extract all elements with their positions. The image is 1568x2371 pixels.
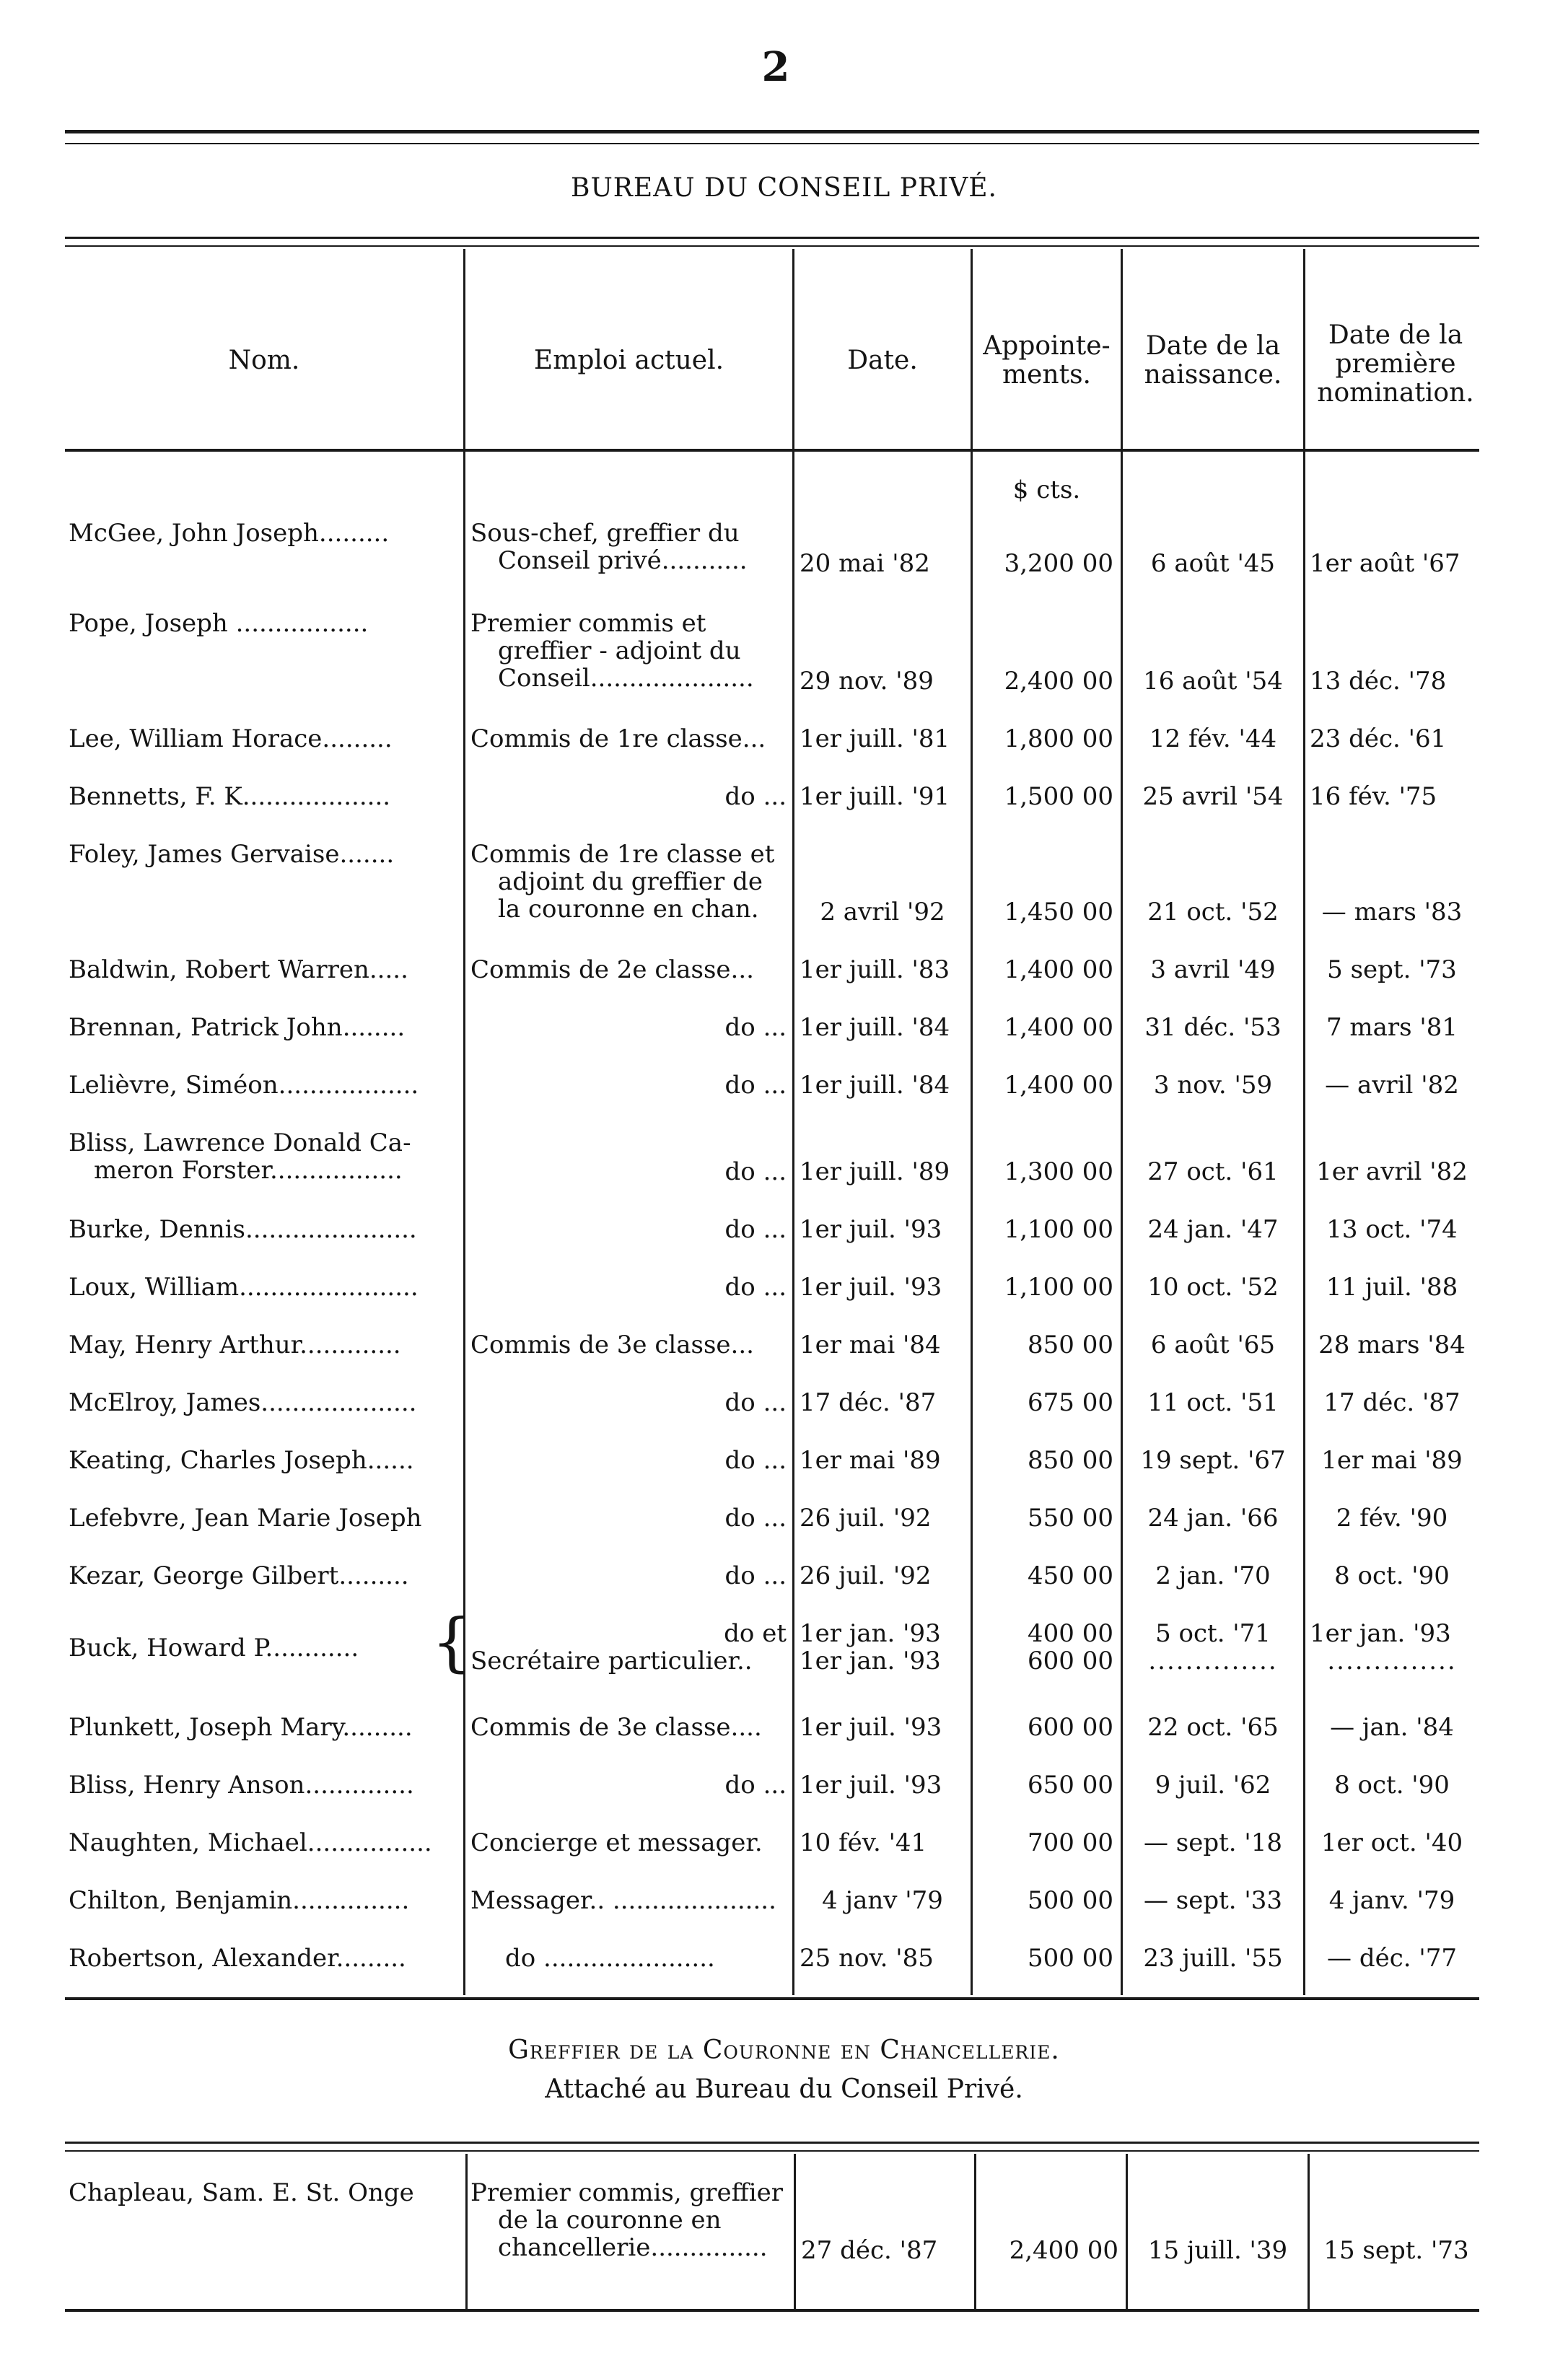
row-appointements-second: 600 00 — [1028, 1647, 1113, 1675]
row-emploi: do ... — [724, 1273, 787, 1302]
row-emploi: do ... — [724, 1215, 787, 1244]
row-nom: McElroy, James.................... — [69, 1388, 417, 1417]
column-divider — [463, 249, 465, 1995]
row-date: 10 fév. '41 — [800, 1828, 927, 1857]
row-naissance: 23 juill. '55 — [1143, 1944, 1283, 1973]
row-nom: Foley, James Gervaise....... — [69, 840, 395, 869]
row-appointements: 500 00 — [1028, 1944, 1113, 1973]
row-appointements: 400 00 — [1028, 1619, 1113, 1648]
page-title: BUREAU DU CONSEIL PRIVÉ. — [571, 173, 997, 203]
row-appointements: 600 00 — [1028, 1713, 1113, 1742]
row-date: 26 juil. '92 — [800, 1504, 932, 1533]
row-nom: McGee, John Joseph......... — [69, 519, 390, 548]
row-emploi: do ... — [724, 1446, 787, 1475]
row-appointements: 700 00 — [1028, 1828, 1113, 1857]
page-number: 2 — [761, 43, 790, 91]
row-naissance: 9 juil. '62 — [1155, 1771, 1271, 1800]
row-date: 29 nov. '89 — [800, 667, 934, 696]
row-naissance: 10 oct. '52 — [1147, 1273, 1279, 1302]
header-rule — [65, 237, 1479, 239]
column-header-appointements: Appointe-ments. — [983, 331, 1111, 390]
column-divider — [794, 2154, 796, 2309]
row-naissance: 24 jan. '66 — [1147, 1504, 1279, 1533]
chapleau-emploi: chancellerie............... — [498, 2233, 768, 2262]
row-nomination: 5 sept. '73 — [1327, 955, 1457, 984]
row-appointements: 2,400 00 — [1004, 667, 1113, 696]
row-naissance: 11 oct. '51 — [1147, 1388, 1279, 1417]
chapleau-naissance: 15 juill. '39 — [1147, 2236, 1288, 2265]
row-date: 26 juil. '92 — [800, 1561, 932, 1590]
row-nom: Robertson, Alexander......... — [69, 1944, 406, 1973]
column-divider — [1308, 2154, 1310, 2309]
row-appointements: 1,400 00 — [1004, 1071, 1113, 1100]
row-nomination: 8 oct. '90 — [1334, 1561, 1450, 1590]
row-emploi: la couronne en chan. — [498, 895, 759, 924]
row-naissance: 6 août '65 — [1150, 1331, 1276, 1359]
row-emploi: do ... — [724, 1504, 787, 1533]
row-nom: Lefebvre, Jean Marie Joseph — [69, 1504, 422, 1533]
row-nom: Buck, Howard P............ — [69, 1634, 359, 1662]
row-nom: Bliss, Lawrence Donald Ca- — [69, 1128, 411, 1157]
row-naissance: — sept. '33 — [1143, 1886, 1283, 1915]
section-title: Greffier de la Couronne en Chancellerie. — [508, 2035, 1060, 2065]
row-naissance: 5 oct. '71 — [1155, 1619, 1271, 1648]
chapleau-appointements: 2,400 00 — [1009, 2236, 1118, 2265]
row-appointements: 675 00 — [1028, 1388, 1113, 1417]
dotted-filler: .............. — [1148, 1647, 1278, 1675]
row-appointements: 1,500 00 — [1004, 782, 1113, 811]
row-nom: Bliss, Henry Anson.............. — [69, 1771, 414, 1800]
row-naissance: 22 oct. '65 — [1147, 1713, 1279, 1742]
row-nomination: 1er août '67 — [1310, 549, 1460, 578]
row-date: 1er mai '89 — [800, 1446, 941, 1475]
row-emploi: do et — [724, 1619, 787, 1648]
row-nom: Baldwin, Robert Warren..... — [69, 955, 408, 984]
row-emploi: Commis de 1re classe et — [470, 840, 775, 869]
header-bottom-rule — [65, 449, 1479, 452]
column-divider — [974, 2154, 976, 2309]
row-emploi: Commis de 1re classe... — [470, 724, 766, 753]
row-appointements: 1,450 00 — [1004, 898, 1113, 926]
row-nomination: — jan. '84 — [1330, 1713, 1454, 1742]
row-emploi: Commis de 3e classe.... — [470, 1713, 762, 1742]
row-appointements: 1,100 00 — [1004, 1273, 1113, 1302]
row-date: 1er jan. '93 — [800, 1619, 941, 1648]
row-nomination: 1er avril '82 — [1316, 1157, 1468, 1186]
row-emploi: do ... — [724, 1771, 787, 1800]
row-emploi: Conseil..................... — [498, 664, 754, 693]
row-emploi: Commis de 2e classe... — [470, 955, 754, 984]
row-appointements: 450 00 — [1028, 1561, 1113, 1590]
chapleau-nom: Chapleau, Sam. E. St. Onge — [69, 2178, 414, 2207]
column-header-emploi: Emploi actuel. — [533, 346, 724, 375]
row-emploi: adjoint du greffier de — [498, 867, 763, 896]
row-naissance: 2 jan. '70 — [1155, 1561, 1271, 1590]
brace-symbol: { — [432, 1605, 472, 1679]
row-nomination: 1er mai '89 — [1321, 1446, 1463, 1475]
row-nomination: 1er jan. '93 — [1310, 1619, 1451, 1648]
row-nomination: 13 déc. '78 — [1310, 667, 1447, 696]
row-nomination: — déc. '77 — [1327, 1944, 1457, 1973]
row-naissance: 21 oct. '52 — [1147, 898, 1279, 926]
row-nom: Plunkett, Joseph Mary......... — [69, 1713, 413, 1742]
column-header-nomination: Date de la première nomination. — [1317, 320, 1474, 408]
row-emploi: do ... — [724, 1071, 787, 1100]
row-emploi: Sous-chef, greffier du — [470, 519, 740, 548]
column-header-naissance: Date de la naissance. — [1144, 331, 1282, 390]
row-nom: Kezar, George Gilbert......... — [69, 1561, 409, 1590]
column-divider — [792, 249, 794, 1995]
section-rule — [65, 2142, 1479, 2144]
row-emploi: do ...................... — [505, 1944, 715, 1973]
row-nom: Lelièvre, Siméon.................. — [69, 1071, 419, 1100]
row-nomination: 4 janv. '79 — [1328, 1886, 1455, 1915]
top-rule — [65, 130, 1479, 133]
section-bottom-rule — [65, 2309, 1479, 2312]
row-naissance: 31 déc. '53 — [1144, 1013, 1282, 1042]
row-naissance: 19 sept. '67 — [1140, 1446, 1286, 1475]
row-naissance: 3 nov. '59 — [1153, 1071, 1273, 1100]
row-date: 1er juill. '84 — [800, 1071, 950, 1100]
chapleau-date: 27 déc. '87 — [801, 2236, 938, 2265]
row-date: 1er mai '84 — [800, 1331, 941, 1359]
row-emploi: do ... — [724, 1388, 787, 1417]
row-appointements: 850 00 — [1028, 1331, 1113, 1359]
top-rule-thin — [65, 143, 1479, 144]
dotted-filler: .............. — [1327, 1647, 1457, 1675]
row-emploi: Concierge et messager. — [470, 1828, 763, 1857]
row-nomination: 23 déc. '61 — [1310, 724, 1447, 753]
row-date: 1er juil. '93 — [800, 1215, 942, 1244]
row-naissance: 16 août '54 — [1143, 667, 1283, 696]
row-emploi: do ... — [724, 1157, 787, 1186]
row-emploi: Conseil privé........... — [498, 546, 748, 575]
column-header-nom: Nom. — [228, 346, 300, 375]
row-nom: Brennan, Patrick John........ — [69, 1013, 406, 1042]
row-emploi: greffier - adjoint du — [498, 636, 741, 665]
row-date: 1er juill. '83 — [800, 955, 950, 984]
row-date: 1er juill. '84 — [800, 1013, 950, 1042]
row-emploi: Premier commis et — [470, 609, 706, 638]
row-nom: Loux, William....................... — [69, 1273, 419, 1302]
row-nomination: 7 mars '81 — [1326, 1013, 1458, 1042]
row-nom: Chilton, Benjamin............... — [69, 1886, 410, 1915]
row-naissance: 6 août '45 — [1150, 549, 1276, 578]
row-nomination: 2 fév. '90 — [1336, 1504, 1448, 1533]
row-appointements: 3,200 00 — [1004, 549, 1113, 578]
row-date-second: 1er jan. '93 — [800, 1647, 941, 1675]
row-date: 4 janv '79 — [822, 1886, 943, 1915]
chapleau-emploi: de la couronne en — [498, 2206, 722, 2235]
section-subtitle: Attaché au Bureau du Conseil Privé. — [545, 2074, 1023, 2104]
row-emploi: Secrétaire particulier.. — [470, 1647, 753, 1675]
row-appointements: 1,300 00 — [1004, 1157, 1113, 1186]
section-rule-thin — [65, 2150, 1479, 2152]
column-header-date: Date. — [847, 346, 918, 375]
row-nom: Keating, Charles Joseph...... — [69, 1446, 414, 1475]
row-nom: Burke, Dennis...................... — [69, 1215, 417, 1244]
row-nom: Pope, Joseph ................. — [69, 609, 369, 638]
row-date: 1er juill. '89 — [800, 1157, 950, 1186]
row-date: 25 nov. '85 — [800, 1944, 934, 1973]
row-nomination: 13 oct. '74 — [1326, 1215, 1458, 1244]
row-nomination: 17 déc. '87 — [1323, 1388, 1460, 1417]
row-emploi: do ... — [724, 782, 787, 811]
row-appointements: 650 00 — [1028, 1771, 1113, 1800]
column-divider — [465, 2154, 468, 2309]
row-date: 1er juill. '81 — [800, 724, 950, 753]
row-emploi: do ... — [724, 1013, 787, 1042]
row-nomination: 1er oct. '40 — [1320, 1828, 1463, 1857]
row-nomination: 11 juil. '88 — [1326, 1273, 1458, 1302]
row-naissance: 24 jan. '47 — [1147, 1215, 1279, 1244]
row-nomination: — avril '82 — [1325, 1071, 1459, 1100]
row-nom: Bennetts, F. K................... — [69, 782, 391, 811]
row-appointements: 500 00 — [1028, 1886, 1113, 1915]
row-emploi: Commis de 3e classe... — [470, 1331, 754, 1359]
row-naissance: 27 oct. '61 — [1147, 1157, 1279, 1186]
row-nom-continued: meron Forster................. — [94, 1156, 403, 1185]
chapleau-emploi: Premier commis, greffier — [470, 2178, 784, 2207]
row-date: 1er juil. '93 — [800, 1713, 942, 1742]
row-date: 2 avril '92 — [820, 898, 945, 926]
chapleau-nomination: 15 sept. '73 — [1323, 2236, 1469, 2265]
row-naissance: 25 avril '54 — [1142, 782, 1284, 811]
row-nomination: — mars '83 — [1321, 898, 1463, 926]
row-naissance: — sept. '18 — [1143, 1828, 1283, 1857]
column-divider — [1126, 2154, 1128, 2309]
row-nomination: 8 oct. '90 — [1334, 1771, 1450, 1800]
row-appointements: 1,400 00 — [1004, 1013, 1113, 1042]
row-date: 1er juil. '93 — [800, 1273, 942, 1302]
row-date: 17 déc. '87 — [800, 1388, 937, 1417]
row-date: 20 mai '82 — [800, 549, 930, 578]
row-date: 1er juill. '91 — [800, 782, 950, 811]
row-nomination: 16 fév. '75 — [1310, 782, 1437, 811]
row-naissance: 3 avril '49 — [1150, 955, 1276, 984]
row-date: 1er juil. '93 — [800, 1771, 942, 1800]
header-rule-thin — [65, 245, 1479, 247]
table-bottom-rule — [65, 1997, 1479, 2000]
row-appointements: 1,800 00 — [1004, 724, 1113, 753]
currency-label: $ cts. — [1012, 475, 1081, 504]
row-emploi: Messager.. ..................... — [470, 1886, 776, 1915]
row-nom: Lee, William Horace......... — [69, 724, 393, 753]
row-appointements: 850 00 — [1028, 1446, 1113, 1475]
row-appointements: 1,100 00 — [1004, 1215, 1113, 1244]
row-nom: Naughten, Michael................ — [69, 1828, 432, 1857]
row-naissance: 12 fév. '44 — [1149, 724, 1277, 753]
row-nom: May, Henry Arthur............. — [69, 1331, 401, 1359]
row-appointements: 550 00 — [1028, 1504, 1113, 1533]
row-nomination: 28 mars '84 — [1318, 1331, 1466, 1359]
row-emploi: do ... — [724, 1561, 787, 1590]
row-appointements: 1,400 00 — [1004, 955, 1113, 984]
